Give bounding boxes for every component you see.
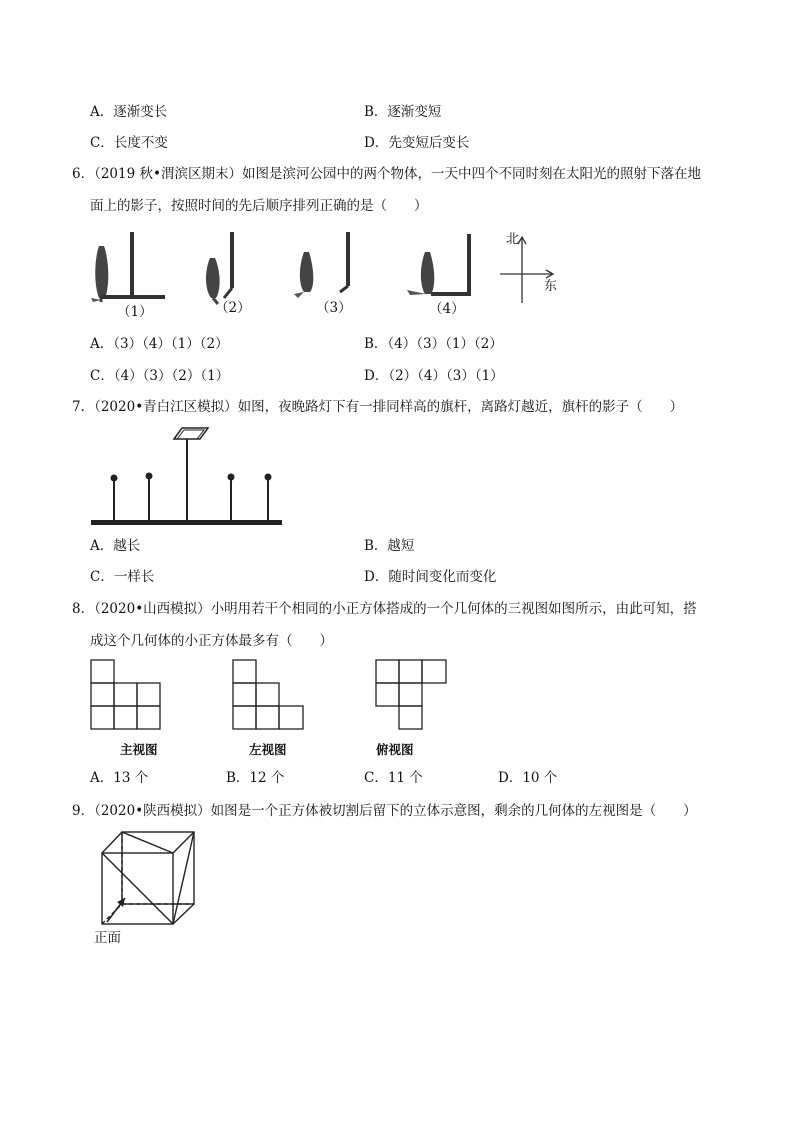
compass-north-label: 北 — [506, 232, 520, 247]
q8-option-c: C．11 个 — [364, 770, 423, 786]
q6-option-b: B．（4）（3）（1）（2） — [364, 336, 503, 352]
q7-option-a: A．越长 — [90, 538, 141, 554]
q8-front-view-grid — [90, 659, 162, 731]
arrow-icon — [107, 898, 125, 922]
q8-option-b: B．12 个 — [226, 770, 285, 786]
q9-stem-line1: 9．（2020•陕西模拟）如图是一个正方体被切割后留下的立体示意图，剩余的几何体的左视图是（ ） — [72, 803, 697, 819]
q8-top-view-label: 俯视图 — [376, 742, 414, 757]
q7-stem-line1: 7．（2020•青白江区模拟）如图，夜晚路灯下有一排同样高的旗杆，离路灯越近，旗杆的影子（ ） — [72, 399, 684, 415]
q9-front-label: 正面 — [94, 930, 121, 946]
q6-fig-label-4: （4） — [429, 301, 465, 317]
q8-front-view-label: 主视图 — [120, 742, 158, 757]
q6-fig-label-1: （1） — [117, 304, 153, 320]
q8-stem-line1: 8．（2020•山西模拟）小明用若干个相同的小正方体搭成的一个几何体的三视图如图所示，由此可知，搭 — [72, 601, 697, 617]
q7-option-d: D．随时间变化而变化 — [364, 569, 497, 585]
q5-option-d: D．先变短后变长 — [364, 135, 470, 151]
q6-stem-line2: 面上的影子，按照时间的先后顺序排列正确的是（ ） — [90, 198, 428, 214]
q5-option-a: A．逐渐变长 — [90, 104, 168, 120]
q6-fig1-tree-and-pole — [91, 232, 165, 302]
q6-fig2-tree-and-pole — [206, 232, 232, 304]
q7-option-b: B．越短 — [364, 538, 415, 554]
q8-option-a: A．13 个 — [90, 770, 149, 786]
q7-option-c: C．一样长 — [90, 569, 155, 585]
q8-left-view-grid — [232, 659, 306, 731]
q7-streetlight-figure — [88, 422, 288, 530]
q5-option-c: C．长度不变 — [90, 135, 168, 151]
q6-stem-line1: 6．（2019 秋•渭滨区期末）如图是滨河公园中的两个物体，一天中四个不同时刻在太阳光的照射下落在地 — [72, 166, 701, 182]
q8-option-d: D．10 个 — [498, 770, 558, 786]
q6-fig3-tree-and-pole — [294, 232, 348, 298]
compass-east-label: 东 — [544, 279, 558, 294]
q5-option-b: B．逐渐变短 — [364, 104, 442, 120]
q6-option-a: A．（3）（4）（1）（2） — [90, 336, 229, 352]
q9-cut-cube-figure — [95, 826, 205, 932]
q8-top-view-grid — [375, 659, 449, 731]
q6-option-c: C．（4）（3）（2）（1） — [90, 368, 230, 384]
q8-stem-line2: 成这个几何体的小正方体最多有（ ） — [90, 633, 333, 649]
q6-option-d: D．（2）（4）（3）（1） — [364, 368, 504, 384]
q6-fig-label-2: （2） — [215, 300, 251, 316]
q6-fig4-tree-and-pole — [407, 234, 471, 295]
q8-left-view-label: 左视图 — [249, 742, 287, 757]
q6-fig-label-3: （3） — [316, 300, 352, 316]
